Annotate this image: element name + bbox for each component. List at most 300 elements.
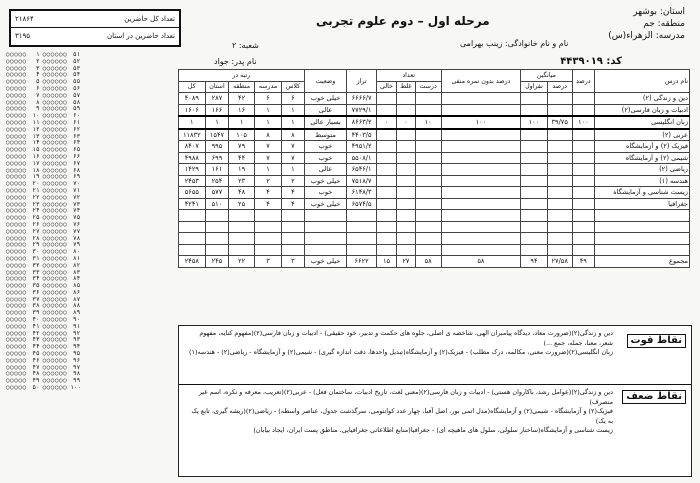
bubble-row	[6, 276, 172, 283]
bubble-circles: ○○○○○○	[42, 316, 68, 324]
bubble-row	[6, 365, 172, 372]
bubble-row	[6, 168, 172, 175]
cell-class: ۱	[282, 116, 304, 129]
cell-status	[304, 233, 347, 245]
col-class: کلاس	[282, 81, 304, 93]
cell-nonneg	[441, 104, 521, 116]
bubble-row	[6, 283, 172, 290]
cell-school: ۸	[254, 129, 281, 141]
province-attendance-value: ۳۱۹۵	[15, 32, 31, 40]
cell-subject: زیست شناسی و آزمایشگاه	[595, 187, 690, 199]
cell-avg	[547, 104, 572, 116]
cell-wrong	[397, 164, 415, 176]
bubble-number: ۱۰۰	[70, 384, 82, 392]
cell-nonneg	[441, 175, 521, 187]
cell-percent	[572, 175, 594, 187]
cell-province: ۵۷۷	[205, 187, 229, 199]
cell-taraz: ۶۱۴۸/۳	[347, 187, 376, 199]
cell-nonneg	[441, 141, 521, 153]
cell-wrong	[397, 141, 415, 153]
col-percent: درصد	[572, 70, 594, 93]
cell-school: ۱	[254, 116, 281, 129]
cell-region	[229, 233, 255, 245]
bubble-circles: ○○○○○○	[42, 241, 68, 249]
cell-nonneg	[441, 233, 521, 245]
bubble-number: ۵۱	[73, 51, 81, 58]
bubble-row	[6, 297, 172, 304]
bubble-row	[6, 222, 172, 229]
bubble-circles: ○○○○○○	[42, 91, 68, 99]
bubble-row	[6, 72, 172, 79]
bubble-number: ۳	[35, 64, 40, 72]
bubble-number: ۱۳	[32, 132, 40, 140]
cell-status: خیلی خوب	[304, 175, 347, 187]
bubble-number: ۵۰	[32, 384, 40, 392]
bubble-circles: ○○○○○○	[42, 248, 68, 256]
bubble-circles: ○○○○○	[6, 51, 27, 58]
cell-province: ۱۶۱	[205, 164, 229, 176]
cell-subject	[595, 210, 690, 222]
cell-subject	[595, 233, 690, 245]
province-attendance-row	[11, 28, 179, 44]
strengths-text	[187, 329, 613, 358]
bubble-row	[6, 344, 172, 351]
answer-bubbles	[6, 52, 172, 392]
bubble-circles: ○○○○○	[6, 316, 27, 324]
cell-correct	[415, 104, 441, 116]
subject-row	[179, 152, 690, 164]
cell-status: عالی	[304, 164, 347, 176]
bubble-row	[6, 215, 172, 222]
bubble-number: ۲	[35, 57, 40, 65]
cell-total: ۱	[179, 116, 206, 129]
cell-avg	[547, 175, 572, 187]
cell-class: ۴	[282, 198, 304, 210]
cell-status: بسیار عالی	[304, 116, 347, 129]
bubble-circles: ○○○○○	[6, 91, 27, 99]
bubble-number: ۳۱	[32, 254, 40, 262]
bubble-row	[6, 310, 172, 317]
cell-nonneg	[441, 187, 521, 199]
bubble-row	[6, 140, 172, 147]
weaknesses-line: فیزیک(۲) و آزمایشگاه - شیمی(۲) و آزمایشگاه(مدل اتمی بور، اصل آفبا، چهار عدد کوانتومی، سرگذشت جدول، عناصر واسطه) - ریاضی(۲)(ریشه گیری، تابع یک به یک)	[191, 407, 613, 425]
cell-total	[179, 244, 206, 256]
bubble-circles: ○○○○○	[6, 193, 27, 201]
cell-correct	[415, 210, 441, 222]
cell-class: ۶	[282, 93, 304, 105]
bubble-circles: ○○○○○○	[42, 384, 68, 392]
bubble-number: ۷	[35, 91, 40, 99]
bubble-number: ۲۱	[32, 186, 40, 194]
cell-province	[205, 221, 229, 233]
bubble-row	[6, 337, 172, 344]
cell-top	[521, 152, 548, 164]
cell-class: ۴	[282, 187, 304, 199]
col-nonneg: درصد بدون نمره منفی	[441, 70, 521, 93]
bubble-row	[6, 66, 172, 73]
cell-subject	[595, 244, 690, 256]
cell-correct: ۱۰	[415, 116, 441, 129]
cell-wrong	[397, 198, 415, 210]
cell-nonneg	[441, 210, 521, 222]
subject-row	[179, 198, 690, 210]
cell-taraz: ۶۶۲۲	[347, 256, 376, 268]
cell-school	[254, 210, 281, 222]
bubble-number: ۵	[35, 78, 40, 86]
bubble-circles: ○○○○○○	[42, 207, 68, 215]
cell-province: ۲۸۷	[205, 93, 229, 105]
cell-school	[254, 221, 281, 233]
col-status: وضعیت	[304, 70, 347, 93]
cell-taraz: ۶۶۶۶/۷	[347, 93, 376, 105]
bubble-row	[6, 290, 172, 297]
bubble-number: ۲۴	[32, 207, 40, 215]
cell-correct	[415, 221, 441, 233]
bubble-row	[6, 147, 172, 154]
section-divider	[179, 384, 691, 385]
cell-blank	[376, 175, 396, 187]
bubble-circles: ○○○○○○	[42, 152, 68, 160]
bubble-number: ۳۸	[32, 302, 40, 310]
bubble-circles: ○○○○○	[6, 309, 27, 317]
bubble-circles: ○○○○○○	[42, 220, 68, 228]
bubble-row	[6, 120, 172, 127]
cell-top	[521, 175, 548, 187]
weaknesses-title: نقاط ضعف	[622, 390, 686, 404]
bubble-circles: ○○○○○○	[42, 193, 68, 201]
bubble-circles: ○○○○○○	[42, 302, 68, 310]
bubble-row	[6, 242, 172, 249]
bubble-circles: ○○○○○	[6, 84, 27, 92]
bubble-row	[6, 378, 172, 385]
bubble-circles: ○○○○○	[6, 322, 27, 330]
cell-taraz: ۷۵۱۸/۷	[347, 175, 376, 187]
cell-percent	[572, 233, 594, 245]
cell-status: خیلی خوب	[304, 93, 347, 105]
cell-status: متوسط	[304, 129, 347, 141]
bubble-number: ۷۷	[73, 227, 81, 235]
cell-status: خوب	[304, 187, 347, 199]
subject-row	[179, 93, 690, 105]
bubble-number: ۷۴	[73, 207, 81, 215]
bubble-number: ۸۴	[73, 275, 81, 283]
cell-total	[179, 233, 206, 245]
cell-wrong	[397, 152, 415, 164]
cell-percent	[572, 210, 594, 222]
feedback-box	[178, 325, 692, 477]
cell-school: ۳	[254, 256, 281, 268]
bubble-circles: ○○○○○○	[42, 336, 68, 344]
cell-blank	[376, 187, 396, 199]
cell-subject: عربی (۲)	[595, 129, 690, 141]
bubble-number: ۹	[35, 105, 40, 113]
bubble-number: ۷۳	[73, 200, 81, 208]
bubble-circles: ○○○○○○	[42, 363, 68, 371]
bubble-number: ۴۹	[32, 377, 40, 385]
bubble-circles: ○○○○○	[6, 295, 27, 303]
bubble-circles: ○○○○○	[6, 220, 27, 228]
cell-top	[521, 164, 548, 176]
cell-total: ۱۶۰۶	[179, 104, 206, 116]
cell-class: ۸	[282, 129, 304, 141]
cell-nonneg	[441, 221, 521, 233]
cell-taraz: ۴۴۰۳/۵	[347, 129, 376, 141]
cell-taraz: ۴۹۵۱/۲	[347, 141, 376, 153]
cell-percent	[572, 104, 594, 116]
bubble-number: ۷۱	[73, 186, 81, 194]
bubble-circles: ○○○○○	[6, 214, 27, 222]
bubble-circles: ○○○○○○	[42, 227, 68, 235]
col-blank: خالی	[376, 81, 396, 93]
bubble-number: ۶۰	[73, 112, 81, 120]
bubble-circles: ○○○○○○	[42, 159, 68, 167]
bubble-circles: ○○○○○	[6, 377, 27, 385]
bubble-number: ۸۱	[73, 254, 81, 262]
bubble-circles: ○○○○○	[6, 261, 27, 269]
bubble-circles: ○○○○○	[6, 336, 27, 344]
bubble-row	[6, 188, 172, 195]
bubble-circles: ○○○○○	[6, 112, 27, 120]
bubble-number: ۲۰	[32, 180, 40, 188]
cell-percent	[572, 221, 594, 233]
school-info	[595, 6, 685, 42]
cell-nonneg	[441, 198, 521, 210]
bubble-number: ۴۵	[32, 350, 40, 358]
bubble-circles: ○○○○○	[6, 125, 27, 133]
bubble-row	[6, 249, 172, 256]
bubble-circles: ○○○○○	[6, 200, 27, 208]
cell-status: خیلی خوب	[304, 256, 347, 268]
col-top: نفراول	[521, 81, 548, 93]
cell-school: ۲	[254, 175, 281, 187]
cell-blank	[376, 244, 396, 256]
cell-percent: ۱۰۰	[572, 116, 594, 129]
bubble-circles: ○○○○○	[6, 139, 27, 147]
bubble-circles: ○○○○○	[6, 57, 27, 65]
weaknesses-text	[187, 388, 613, 436]
bubble-circles: ○○○○○○	[42, 275, 68, 283]
bubble-row	[6, 86, 172, 93]
bubble-circles: ○○○○○○	[42, 166, 68, 174]
bubble-number: ۵۲	[73, 57, 81, 65]
cell-correct	[415, 198, 441, 210]
cell-total: ۱۱۸۳۲	[179, 129, 206, 141]
exam-title: مرحله اول – دوم علوم تجربی	[316, 14, 490, 28]
bubble-row	[6, 59, 172, 66]
bubble-circles: ○○○○○	[6, 241, 27, 249]
cell-wrong	[397, 244, 415, 256]
cell-avg	[547, 233, 572, 245]
bubble-row	[6, 100, 172, 107]
cell-avg	[547, 129, 572, 141]
bubble-number: ۸۲	[73, 261, 81, 269]
cell-percent	[572, 187, 594, 199]
cell-avg	[547, 152, 572, 164]
bubble-circles: ○○○○○○	[42, 343, 68, 351]
bubble-circles: ○○○○○○	[42, 57, 68, 65]
bubble-circles: ○○○○○	[6, 356, 27, 364]
bubble-number: ۷۸	[73, 234, 81, 242]
bubble-number: ۳۹	[32, 309, 40, 317]
attendance-box	[9, 9, 181, 47]
cell-total: ۵۶۵۵	[179, 187, 206, 199]
col-correct: درست	[415, 81, 441, 93]
bubble-circles: ○○○○○○	[42, 309, 68, 317]
bubble-number: ۴	[35, 71, 40, 79]
bubble-number: ۳۵	[32, 282, 40, 290]
cell-school: ۷	[254, 152, 281, 164]
cell-province: ۵۱۰	[205, 198, 229, 210]
bubble-circles: ○○○○○○	[42, 261, 68, 269]
cell-top: ۹۴	[521, 256, 548, 268]
cell-blank: ۰	[376, 116, 396, 129]
bubble-circles: ○○○○○○	[42, 78, 68, 86]
cell-class	[282, 244, 304, 256]
bubble-circles: ○○○○○	[6, 166, 27, 174]
cell-total	[179, 221, 206, 233]
bubble-number: ۵۹	[73, 105, 81, 113]
total-attendance-label: تعداد کل حاضرین	[124, 15, 175, 23]
bubble-circles: ○○○○○○	[42, 112, 68, 120]
cell-taraz: ۵۵۰۸/۱	[347, 152, 376, 164]
subject-row	[179, 141, 690, 153]
bubble-row	[6, 52, 172, 59]
cell-percent	[572, 152, 594, 164]
cell-blank	[376, 198, 396, 210]
bubble-number: ۵۴	[73, 71, 81, 79]
cell-avg: ۲۷/۵۸	[547, 256, 572, 268]
cell-avg	[547, 244, 572, 256]
cell-total: ۴۲۴۱	[179, 198, 206, 210]
cell-school: ۶	[254, 93, 281, 105]
bubble-number: ۱۴	[32, 139, 40, 147]
bubble-number: ۲۷	[32, 227, 40, 235]
cell-school	[254, 233, 281, 245]
bubble-circles: ○○○○○	[6, 118, 27, 126]
cell-top	[521, 210, 548, 222]
cell-taraz	[347, 210, 376, 222]
cell-percent	[572, 141, 594, 153]
cell-region: ۲۵	[229, 198, 255, 210]
cell-wrong	[397, 93, 415, 105]
bubble-circles: ○○○○○○	[42, 132, 68, 140]
bubble-row	[6, 358, 172, 365]
cell-province	[205, 233, 229, 245]
bubble-row	[6, 331, 172, 338]
bubble-number: ۵۵	[73, 78, 81, 86]
cell-total: ۲۴۵۸	[179, 256, 206, 268]
bubble-number: ۴۲	[32, 329, 40, 337]
bubble-number: ۷۶	[73, 220, 81, 228]
subject-row	[179, 210, 690, 222]
cell-blank	[376, 221, 396, 233]
cell-nonneg	[441, 164, 521, 176]
bubble-number: ۲۸	[32, 234, 40, 242]
cell-province: ۹۹۵	[205, 141, 229, 153]
cell-percent	[572, 244, 594, 256]
cell-blank	[376, 164, 396, 176]
bubble-circles: ○○○○○○	[42, 125, 68, 133]
cell-taraz	[347, 221, 376, 233]
cell-top	[521, 198, 548, 210]
col-avg-percent: درصد	[547, 81, 572, 93]
bubble-circles: ○○○○○○	[42, 322, 68, 330]
bubble-number: ۲۵	[32, 214, 40, 222]
subject-row	[179, 129, 690, 141]
cell-subject: فیزیک (۲) و آزمایشگاه	[595, 141, 690, 153]
cell-blank	[376, 104, 396, 116]
bubble-number: ۷۰	[73, 180, 81, 188]
bubble-circles: ○○○○○○	[42, 186, 68, 194]
subject-row	[179, 104, 690, 116]
cell-class: ۱	[282, 164, 304, 176]
bubble-circles: ○○○○○○	[42, 173, 68, 181]
cell-school: ۴	[254, 187, 281, 199]
bubble-circles: ○○○○○	[6, 370, 27, 378]
bubble-number: ۸	[35, 98, 40, 106]
cell-class: ۲	[282, 175, 304, 187]
bubble-number: ۴۸	[32, 370, 40, 378]
cell-province: ۶۹۹	[205, 152, 229, 164]
bubble-number: ۱۸	[32, 166, 40, 174]
cell-avg	[547, 93, 572, 105]
bubble-circles: ○○○○○○	[42, 180, 68, 188]
cell-class	[282, 210, 304, 222]
cell-taraz: ۸۶۶۳/۲	[347, 116, 376, 129]
cell-school: ۴	[254, 198, 281, 210]
bubble-row	[6, 303, 172, 310]
bubble-row	[6, 134, 172, 141]
cell-total: ۴۹۸۸	[179, 152, 206, 164]
cell-avg	[547, 164, 572, 176]
bubble-circles: ○○○○○○	[42, 84, 68, 92]
cell-top	[521, 187, 548, 199]
cell-subject: جغرافیا	[595, 198, 690, 210]
bubble-circles: ○○○○○	[6, 207, 27, 215]
col-avg: میانگین	[521, 70, 572, 82]
bubble-number: ۴۳	[32, 336, 40, 344]
cell-region: ۷۹	[229, 141, 255, 153]
bubble-row	[6, 236, 172, 243]
bubble-circles: ○○○○○	[6, 173, 27, 181]
bubble-circles: ○○○○○	[6, 152, 27, 160]
bubble-number: ۷۵	[73, 214, 81, 222]
bubble-circles: ○○○○○○	[42, 98, 68, 106]
cell-taraz: ۶۵۷۴/۵	[347, 198, 376, 210]
bubble-circles: ○○○○○○	[42, 370, 68, 378]
bubble-circles: ○○○○○	[6, 64, 27, 72]
cell-subject: شیمی (۲) و آزمایشگاه	[595, 152, 690, 164]
strengths-title: نقاط قوت	[627, 334, 686, 348]
bubble-number: ۲۳	[32, 200, 40, 208]
cell-blank: ۱۵	[376, 256, 396, 268]
cell-blank	[376, 152, 396, 164]
bubble-circles: ○○○○○	[6, 71, 27, 79]
cell-top: ۱۰۰	[521, 116, 548, 129]
cell-blank	[376, 210, 396, 222]
bubble-circles: ○○○○○	[6, 234, 27, 242]
subject-row	[179, 175, 690, 187]
cell-percent	[572, 93, 594, 105]
bubble-number: ۸۵	[73, 282, 81, 290]
col-count: تعداد	[376, 70, 441, 82]
branch-label: شعبه: ۲	[232, 41, 259, 50]
cell-region: ۴۸	[229, 187, 255, 199]
bubble-circles: ○○○○○	[6, 105, 27, 113]
col-taraz: تراز	[347, 70, 376, 93]
bubble-circles: ○○○○○○	[42, 64, 68, 72]
bubble-number: ۲۶	[32, 220, 40, 228]
